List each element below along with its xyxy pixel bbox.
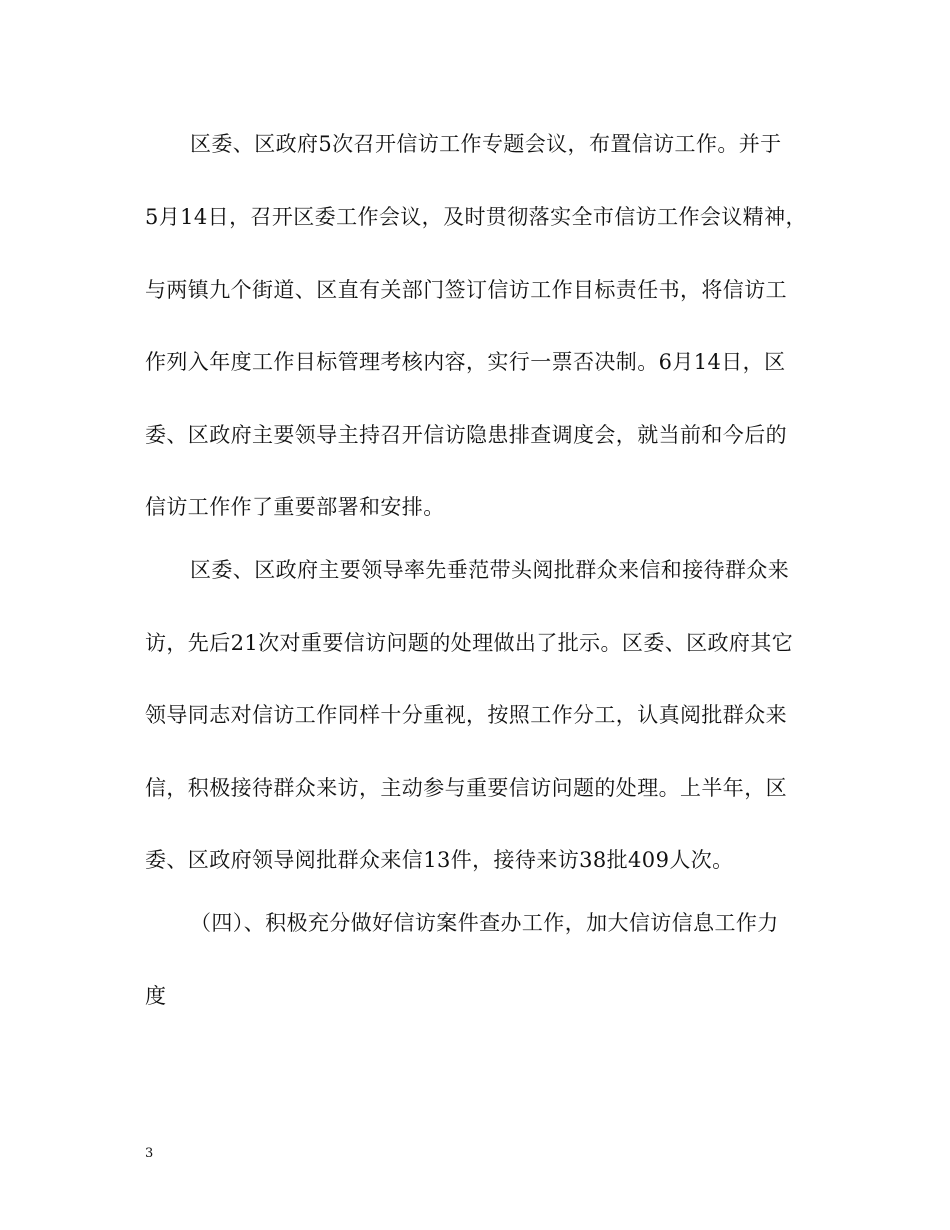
text-line-9: 领导同志对信访工作同样十分重视，按照工作分工，认真阅批群众来 bbox=[145, 703, 787, 727]
text-line-1: 区委、区政府5次召开信访工作专题会议，布置信访工作。并于 bbox=[190, 132, 782, 156]
text-line-10: 信，积极接待群众来访，主动参与重要信访问题的处理。上半年，区 bbox=[145, 776, 787, 800]
section-heading-line-2: 度 bbox=[145, 984, 167, 1008]
text-line-4: 作列入年度工作目标管理考核内容，实行一票否决制。6月14日，区 bbox=[145, 350, 786, 374]
text-line-7: 区委、区政府主要领导率先垂范带头阅批群众来信和接待群众来 bbox=[190, 558, 790, 582]
text-line-11: 委、区政府领导阅批群众来信13件，接待来访38批409人次。 bbox=[145, 848, 734, 872]
section-heading-line-1: （四）、积极充分做好信访案件查办工作，加大信访信息工作力 bbox=[190, 911, 779, 935]
text-line-5: 委、区政府主要领导主持召开信访隐患排查调度会，就当前和今后的 bbox=[145, 423, 787, 447]
text-line-3: 与两镇九个街道、区直有关部门签订信访工作目标责任书，将信访工 bbox=[145, 278, 787, 302]
page-number: 3 bbox=[145, 1146, 154, 1161]
text-line-2: 5月14日，召开区委工作会议，及时贯彻落实全市信访工作会议精神， bbox=[145, 205, 807, 229]
text-line-6: 信访工作作了重要部署和安排。 bbox=[145, 495, 445, 519]
text-line-8: 访，先后21次对重要信访问题的处理做出了批示。区委、区政府其它 bbox=[145, 631, 794, 655]
